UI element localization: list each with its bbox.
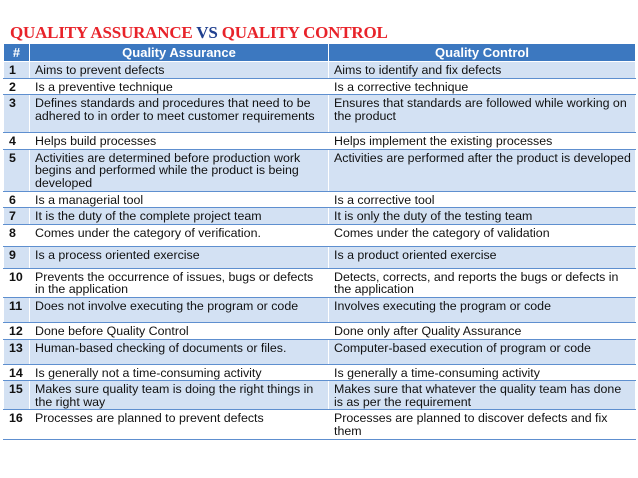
quality-control-cell: Processes are planned to discover defects and fix them — [329, 410, 636, 439]
quality-control-cell: Is a corrective technique — [329, 78, 636, 95]
quality-assurance-cell: Human-based checking of documents or files. — [30, 339, 329, 364]
quality-control-cell: Activities are performed after the product is developed — [329, 149, 636, 191]
row-number: 3 — [4, 95, 30, 133]
row-number: 5 — [4, 149, 30, 191]
quality-assurance-cell: Aims to prevent defects — [30, 62, 329, 79]
table-row — [4, 208, 636, 225]
quality-assurance-cell: Prevents the occurrence of issues, bugs or defects in the application — [30, 268, 329, 297]
row-number: 15 — [4, 381, 30, 410]
title-quality-assurance: QUALITY ASSURANCE — [10, 23, 193, 42]
quality-assurance-cell: Done before Quality Control — [30, 322, 329, 339]
row-number: 1 — [4, 62, 30, 79]
row-number: 10 — [4, 268, 30, 297]
table-row — [4, 268, 636, 297]
header-number: # — [4, 44, 30, 62]
quality-assurance-cell: Is a preventive technique — [30, 78, 329, 95]
quality-assurance-cell: Comes under the category of verification. — [30, 224, 329, 246]
quality-assurance-cell: Does not involve executing the program or code — [30, 297, 329, 322]
row-number: 2 — [4, 78, 30, 95]
table-row — [4, 364, 636, 381]
row-number: 7 — [4, 208, 30, 225]
quality-control-cell: Aims to identify and fix defects — [329, 62, 636, 79]
table-row — [4, 410, 636, 439]
quality-control-cell: Ensures that standards are followed while working on the product — [329, 95, 636, 133]
page-title — [10, 23, 388, 43]
row-number: 9 — [4, 246, 30, 268]
row-number: 11 — [4, 297, 30, 322]
table-row — [4, 322, 636, 339]
quality-assurance-cell: Is a managerial tool — [30, 191, 329, 208]
row-number: 4 — [4, 133, 30, 150]
row-number: 16 — [4, 410, 30, 439]
title-quality-control: QUALITY CONTROL — [221, 23, 388, 42]
table-header-row — [4, 44, 636, 62]
quality-control-cell: Detects, corrects, and reports the bugs or defects in the application — [329, 268, 636, 297]
table-body — [4, 62, 636, 440]
table-row — [4, 381, 636, 410]
table-row — [4, 246, 636, 268]
quality-assurance-cell: Makes sure quality team is doing the right things in the right way — [30, 381, 329, 410]
table-row — [4, 339, 636, 364]
row-number: 13 — [4, 339, 30, 364]
header-quality-control: Quality Control — [329, 44, 636, 62]
row-number: 8 — [4, 224, 30, 246]
quality-assurance-cell: Activities are determined before production work begins and performed while the product is being developed — [30, 149, 329, 191]
quality-assurance-cell: It is the duty of the complete project team — [30, 208, 329, 225]
quality-control-cell: Is a corrective tool — [329, 191, 636, 208]
row-number: 12 — [4, 322, 30, 339]
table-row — [4, 95, 636, 133]
quality-control-cell: Makes sure that whatever the quality team has done is as per the requirement — [329, 381, 636, 410]
quality-assurance-cell: Is generally not a time-consuming activity — [30, 364, 329, 381]
quality-assurance-cell: Processes are planned to prevent defects — [30, 410, 329, 439]
title-vs: VS — [196, 23, 218, 42]
quality-assurance-cell: Is a process oriented exercise — [30, 246, 329, 268]
quality-control-cell: Is a product oriented exercise — [329, 246, 636, 268]
quality-assurance-cell: Defines standards and procedures that need to be adhered to in order to meet customer requirements — [30, 95, 329, 133]
quality-control-cell: Involves executing the program or code — [329, 297, 636, 322]
quality-control-cell: Is generally a time-consuming activity — [329, 364, 636, 381]
row-number: 14 — [4, 364, 30, 381]
quality-control-cell: Comes under the category of validation — [329, 224, 636, 246]
quality-control-cell: Done only after Quality Assurance — [329, 322, 636, 339]
table-row — [4, 297, 636, 322]
table-row — [4, 149, 636, 191]
comparison-table — [3, 43, 636, 440]
quality-assurance-cell: Helps build processes — [30, 133, 329, 150]
table-row — [4, 78, 636, 95]
quality-control-cell: It is only the duty of the testing team — [329, 208, 636, 225]
table-row — [4, 224, 636, 246]
table-row — [4, 191, 636, 208]
quality-control-cell: Helps implement the existing processes — [329, 133, 636, 150]
header-quality-assurance: Quality Assurance — [30, 44, 329, 62]
table-row — [4, 62, 636, 79]
table-row — [4, 133, 636, 150]
row-number: 6 — [4, 191, 30, 208]
quality-control-cell: Computer-based execution of program or code — [329, 339, 636, 364]
